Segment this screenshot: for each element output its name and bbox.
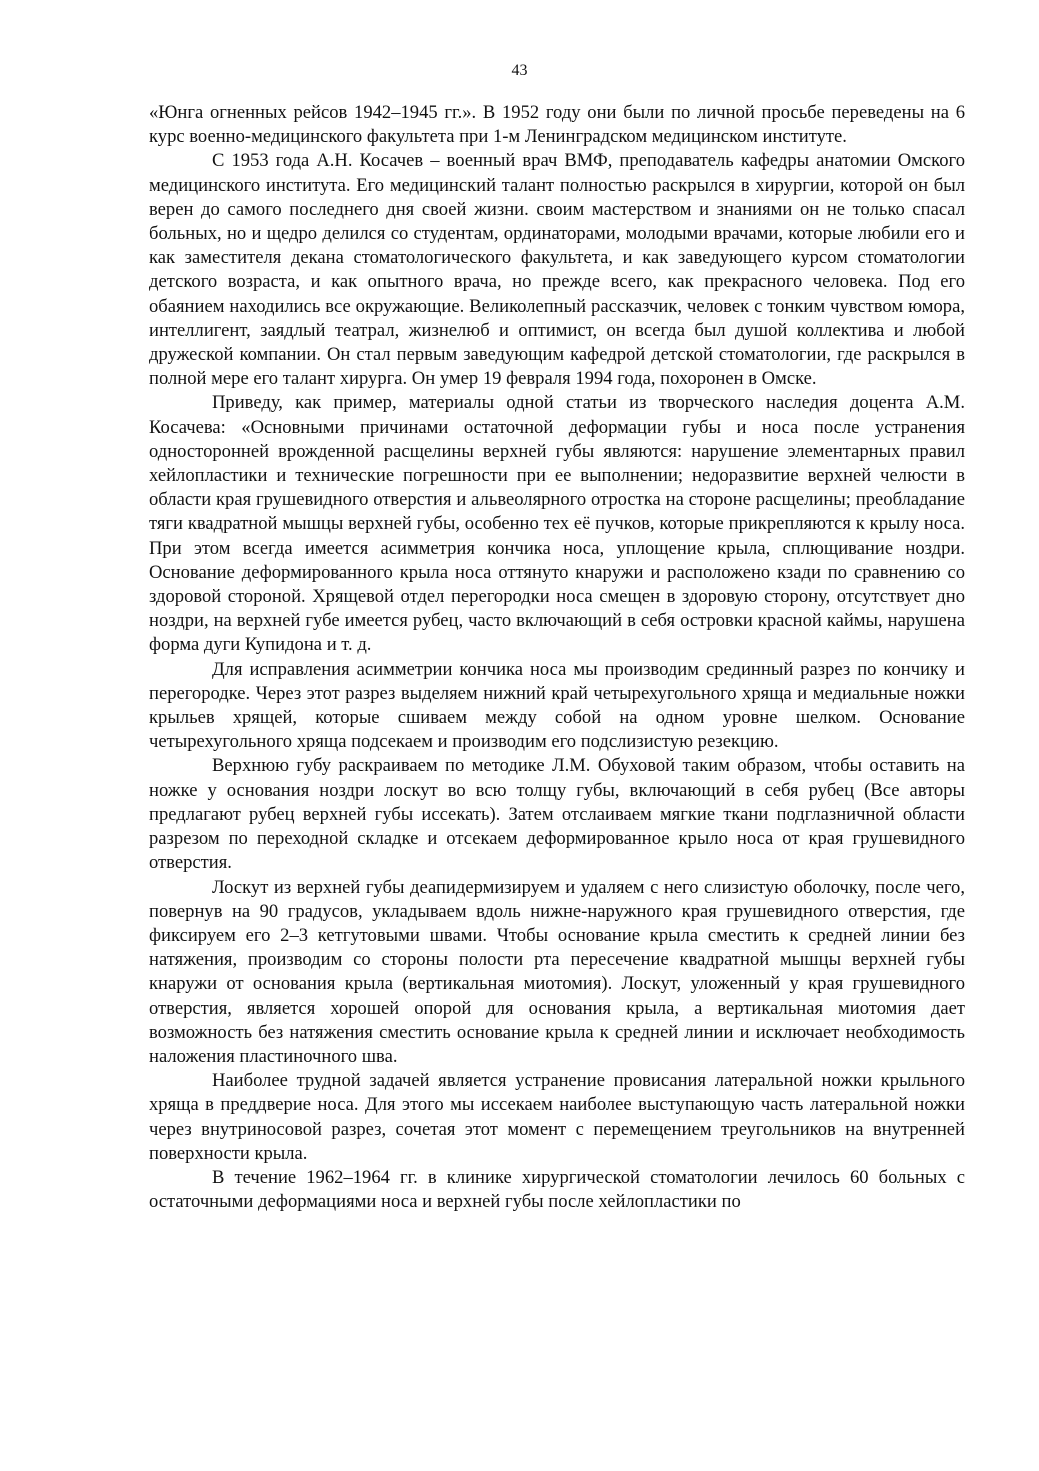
paragraph-2: С 1953 года А.Н. Косачев – военный врач ВМФ, преподаватель кафедры анатомии Омского медицинского института. Его медицинский талант полностью раскрылся в хирургии, которой он был верен до самого последнего дня своей жизни. своим мастерством и знаниями он не только спасал больных, но и щедро делился со студентам, ординаторами, молодыми врачами, которые любили его и как заместителя декана стоматологического факультета, и как заведующего курсом стоматологии детского возраста, и как опытного врача, но прежде всего, как прекрасного человека. Под его обаянием находились все окружающие. Великолепный рассказчик, человек с тонким чувством юмора, интеллигент, заядлый театрал, жизнелюб и оптимист, он всегда был душой коллектива и любой дружеской компании. Он стал первым заведующим кафедрой детской стоматологии, где раскрылся в полной мере его талант хирурга. Он умер 19 февраля 1994 года, похоронен в Омске. xyxy=(149,150,965,390)
paragraph-1: «Юнга огненных рейсов 1942–1945 гг.». В 1952 году они были по личной просьбе переведены на 6 курс военно-медицинского факультета при 1-м Ленинградском медицинском институте. xyxy=(149,102,965,148)
page-number: 43 xyxy=(511,62,528,79)
document-body xyxy=(149,101,965,1214)
paragraph-4: Для исправления асимметрии кончика носа мы производим срединный разрез по кончику и перегородке. Через этот разрез выделяем нижний край четырехугольного хряща и медиальные ножки крыльев хрящей, которые сшиваем между собой на одном уровне шелком. Основание четырехугольного хряща подсекаем и производим его подслизистую резекцию. xyxy=(149,658,965,753)
paragraph-3: Приведу, как пример, материалы одной статьи из творческого наследия доцента А.М. Косачева: «Основными причинами остаточной деформации губы и носа после устранения односторонней врожденной расщелины верхней губы являются: нарушение элементарных правил хейлопластики и технические погрешности при ее выполнении; недоразвитие верхней челюсти в области края грушевидного отверстия и альвеолярного отростка на стороне расщелины; преобладание тяги квадратной мышцы верхней губы, особенно тех её пучков, которые прикрепляются к крылу носа. При этом всегда имеется асимметрия кончика носа, уплощение крыла, сплющивание ноздри. Основание деформированного крыла носа оттянуто кнаружи и расположено кзади по сравнению со здоровой стороной. Хрящевой отдел перегородки носа смещен в здоровую сторону, отсутствует дно ноздри, на верхней губе имеется рубец, часто включающий в себя островки красной каймы, нарушена форма дуги Купидона и т. д. xyxy=(149,392,965,656)
paragraph-5: Верхнюю губу раскраиваем по методике Л.М. Обуховой таким образом, чтобы оставить на ножке у основания ноздри лоскут во всю толщу губы, включающий в себя рубец (Все авторы предлагают рубец верхней губы иссекать). Затем отслаиваем мягкие ткани подглазничной области разрезом по переходной складке и отсекаем деформированное крыло носа от края грушевидного отверстия. xyxy=(149,755,965,874)
paragraph-7: Наиболее трудной задачей является устранение провисания латеральной ножки крыльного хряща в преддверие носа. Для этого мы иссекаем наиболее выступающую часть латеральной ножки через внутриносовой разрез, сочетая этот момент с перемещением треугольников на внутренней поверхности крыла. xyxy=(149,1070,965,1164)
paragraph-8: В течение 1962–1964 гг. в клинике хирургической стоматологии лечилось 60 больных с остаточными деформациями носа и верхней губы после хейлопластики по xyxy=(149,1166,965,1213)
paragraph-6: Лоскут из верхней губы деапидермизируем и удаляем с него слизистую оболочку, после чего, повернув на 90 градусов, укладываем вдоль нижне-наружного края грушевидного отверстия, где фиксируем его 2–3 кетгутовыми швами. Чтобы основание крыла сместить к средней линии без натяжения, производим со стороны полости рта пересечение квадратной мышцы верхней губы кнаружи от основания крыла (вертикальная миотомия). Лоскут, уложенный у края грушевидного отверстия, является хорошей опорой для основания крыла, а вертикальная миотомия дает возможность без натяжения сместить основание крыла к средней линии и исключает необходимость наложения пластиночного шва. xyxy=(149,876,965,1067)
